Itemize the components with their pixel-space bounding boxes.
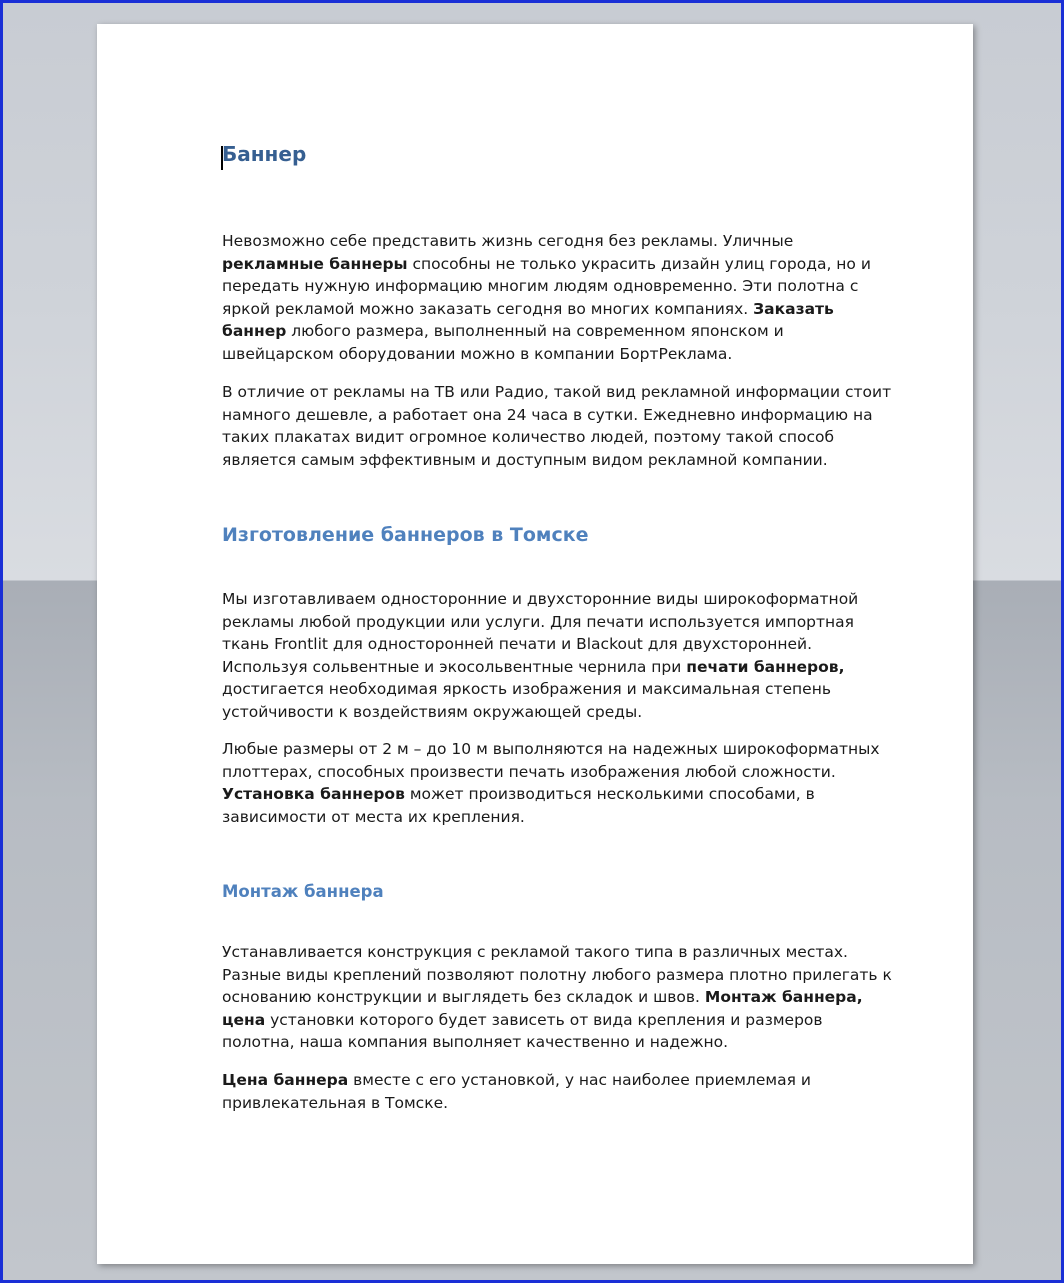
production-paragraph-1: [222, 588, 858, 724]
text-run: полотна, наша компания выполняет качественно и надежно.: [222, 1033, 729, 1052]
text-line: [222, 964, 892, 987]
text-run: передать нужную информацию многим людям одновременно. Эти полотна с: [222, 277, 859, 296]
bold-text-run: Установка баннеров: [222, 785, 405, 804]
text-run: установки которого будет зависеть от вида крепления и размеров: [265, 1010, 823, 1029]
text-run: яркой рекламой можно заказать сегодня во многих компаниях.: [222, 299, 754, 318]
text-line: [222, 298, 871, 321]
text-run: вместе с его установкой, у нас наиболее приемлемая и: [348, 1071, 811, 1089]
text-line: [222, 783, 880, 806]
text-run: Невозможно себе представить жизнь сегодня без рекламы. Уличные: [222, 232, 794, 250]
text-run: намного дешевле, а работает она 24 часа в сутки. Ежедневно информацию на: [222, 405, 873, 424]
text-run: Мы изготавливаем односторонние и двухсторонние виды широкоформатной: [222, 590, 859, 608]
section-heading-production: Изготовление баннеров в Томске: [222, 524, 589, 546]
mounting-paragraph-2: [222, 1069, 811, 1114]
text-line: [222, 588, 858, 611]
text-line: [222, 941, 892, 964]
text-line: [222, 761, 880, 784]
text-run: достигается необходимая яркость изображения и максимальная степень: [222, 680, 831, 699]
text-run: способны не только украсить дизайн улиц города, но и: [407, 254, 871, 273]
production-paragraph-2: [222, 738, 880, 828]
text-run: швейцарском оборудовании можно в компании БортРеклама.: [222, 344, 733, 363]
text-line: [222, 701, 858, 724]
text-run: является самым эффективным и доступным видом рекламной компании.: [222, 450, 828, 469]
intro-paragraph-2: [222, 381, 891, 471]
text-line: [222, 656, 858, 679]
text-run: плоттерах, способных произвести печать изображения любой сложности.: [222, 762, 836, 781]
text-run: таких плакатах видит огромное количество людей, поэтому такой способ: [222, 428, 835, 447]
text-line: [222, 404, 891, 427]
mounting-paragraph-1: [222, 941, 892, 1054]
text-line: [222, 230, 871, 253]
text-line: [222, 1092, 811, 1115]
text-run: Используя сольвентные и экосольвентные чернила при: [222, 657, 687, 676]
text-run: ткань Frontlit для односторонней печати и Blackout для двухсторонней.: [222, 635, 813, 654]
document-page[interactable]: [97, 24, 973, 1264]
text-run: Разные виды креплений позволяют полотну любого размера плотно прилегать к: [222, 965, 892, 984]
bold-text-run: Заказать: [753, 299, 834, 318]
text-run: любого размера, выполненный на современном японском и: [286, 322, 784, 341]
bold-text-run: Цена баннера: [222, 1071, 349, 1089]
intro-paragraph-1: [222, 230, 871, 366]
section-heading-mounting: Монтаж баннера: [222, 882, 384, 901]
text-line: [222, 343, 871, 366]
text-line: [222, 611, 858, 634]
text-run: Устанавливается конструкция с рекламой такого типа в различных местах.: [222, 943, 848, 961]
text-line: [222, 449, 891, 472]
bold-text-run: Монтаж баннера,: [704, 988, 863, 1007]
text-line: [222, 1009, 892, 1032]
bold-text-run: цена: [222, 1010, 266, 1029]
text-line: [222, 426, 891, 449]
text-line: [222, 1069, 811, 1092]
text-run: может производиться несколькими способами, в: [404, 785, 815, 804]
document-title: Баннер: [222, 142, 307, 166]
text-line: [222, 320, 871, 343]
bold-text-run: печати баннеров,: [686, 657, 845, 676]
text-run: зависимости от места их крепления.: [222, 807, 525, 826]
text-run: рекламы любой продукции или услуги. Для печати используется импортная: [222, 612, 854, 631]
text-run: основанию конструкции и выглядеть без складок и швов.: [222, 988, 705, 1007]
text-line: [222, 275, 871, 298]
text-run: В отличие от рекламы на ТВ или Радио, такой вид рекламной информации стоит: [222, 383, 892, 401]
text-line: [222, 678, 858, 701]
bold-text-run: рекламные баннеры: [222, 254, 408, 273]
text-run: привлекательная в Томске.: [222, 1093, 449, 1112]
bold-text-run: баннер: [222, 322, 287, 341]
text-line: [222, 381, 891, 404]
text-line: [222, 253, 871, 276]
text-line: [222, 806, 880, 829]
text-run: устойчивости к воздействиям окружающей среды.: [222, 702, 643, 721]
text-line: [222, 738, 880, 761]
text-line: [222, 633, 858, 656]
text-line: [222, 1031, 892, 1054]
text-run: Любые размеры от 2 м – до 10 м выполняются на надежных широкоформатных: [222, 740, 880, 758]
text-line: [222, 986, 892, 1009]
